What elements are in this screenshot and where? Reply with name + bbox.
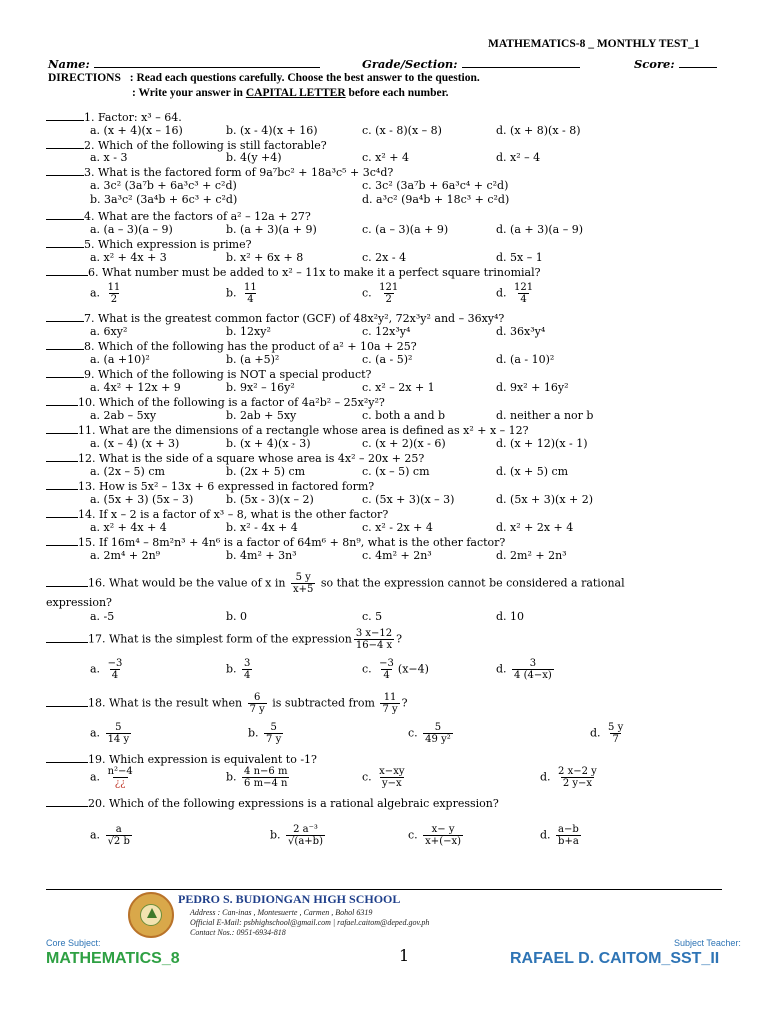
- subject-teacher-label: Subject Teacher:: [674, 938, 741, 948]
- question-20: [46, 796, 499, 810]
- option-13d[interactable]: d. (5x + 3)(x + 2): [496, 493, 594, 506]
- school-contact: Contact Nos.: 0951-6934-818: [190, 928, 286, 937]
- option-1a[interactable]: a. (x + 4)(x – 16): [90, 124, 183, 137]
- question-text: 3. What is the factored form of 9a⁷bc² + 18a³c⁵ + 3c⁴d?: [84, 166, 394, 179]
- numerator: a−b: [558, 824, 579, 835]
- answer-blank[interactable]: [46, 752, 88, 763]
- option-17c[interactable]: [362, 658, 429, 681]
- denominator: x+(−x): [425, 836, 462, 847]
- question-text-tail: so that the expression cannot be considered a rational: [320, 576, 625, 590]
- answer-blank[interactable]: [46, 507, 78, 518]
- question-3: [46, 165, 393, 179]
- fraction: [248, 692, 267, 715]
- option-11a[interactable]: a. (x – 4) (x + 3): [90, 437, 180, 450]
- question-text: 17. What is the simplest form of the expression: [88, 632, 352, 646]
- answer-blank[interactable]: [46, 423, 78, 434]
- question-text: 11. What are the dimensions of a rectangle whose area is defined as x² + x – 12?: [78, 424, 529, 437]
- fraction: [556, 824, 581, 847]
- fraction: [512, 282, 535, 305]
- question-17: [46, 628, 402, 651]
- fraction: [242, 766, 289, 789]
- option-16b[interactable]: b. 0: [226, 610, 248, 623]
- directions-text-1: : Read each questions carefully. Choose the best answer to the question.: [129, 72, 480, 84]
- option-20b[interactable]: [270, 824, 327, 847]
- fraction: [106, 282, 123, 305]
- option-2d[interactable]: d. x² – 4: [496, 151, 541, 164]
- question-text: 7. What is the greatest common factor (GCF) of 48x²y², 72x³y² and – 36xy⁴?: [84, 312, 505, 325]
- numerator: −3: [379, 658, 394, 669]
- question-14: [46, 507, 388, 521]
- name-line[interactable]: [94, 56, 320, 68]
- answer-blank[interactable]: [46, 479, 78, 490]
- question-text: 12. What is the side of a square whose area is 4x² – 20x + 25?: [78, 452, 425, 465]
- numerator: 11: [107, 282, 121, 293]
- option-14c[interactable]: c. x² - 2x + 4: [362, 521, 433, 534]
- option-1b[interactable]: b. (x - 4)(x + 16): [226, 124, 318, 137]
- question-text: 6. What number must be added to x² – 11x to make it a perfect square trinomial?: [88, 266, 541, 279]
- denominator: ¿¿: [114, 778, 126, 789]
- question-19: [46, 752, 317, 766]
- answer-blank[interactable]: [46, 311, 84, 322]
- fraction: [423, 824, 463, 847]
- fraction: [423, 722, 453, 745]
- option-17d[interactable]: [496, 658, 556, 681]
- option-3a[interactable]: a. 3c² (3a⁷b + 6a³c³ + c²d): [90, 179, 237, 192]
- option-letter: a.: [90, 726, 101, 740]
- question-6: [46, 265, 541, 279]
- option-9d[interactable]: d. 9x² + 16y²: [496, 381, 569, 394]
- denominator: x+5: [292, 584, 314, 595]
- option-15d[interactable]: d. 2m² + 2n³: [496, 549, 567, 562]
- answer-blank[interactable]: [46, 632, 88, 643]
- option-15a[interactable]: a. 2m⁴ + 2n⁹: [90, 549, 161, 562]
- fraction: [106, 766, 135, 789]
- question-12: [46, 451, 424, 465]
- option-4d[interactable]: d. (a + 3)(a – 9): [496, 223, 584, 236]
- denominator: 2: [385, 294, 392, 305]
- numerator: 121: [514, 282, 534, 293]
- denominator: 2 y−x: [562, 778, 593, 789]
- question-text: 16. What would be the value of x in: [88, 576, 286, 590]
- numerator: n²−4: [107, 766, 133, 777]
- denominator: 4: [247, 294, 254, 305]
- denominator: 7: [612, 734, 619, 745]
- option-10c[interactable]: c. both a and b: [362, 409, 446, 422]
- fraction: [242, 282, 259, 305]
- school-address: Address : Can-inas , Montesuerte , Carmen , Bohol 6319: [190, 908, 373, 917]
- option-letter: d.: [590, 726, 601, 740]
- fraction: [512, 658, 554, 681]
- answer-blank[interactable]: [46, 796, 88, 807]
- numerator: 121: [379, 282, 399, 293]
- option-13a[interactable]: a. (5x + 3) (5x – 3): [90, 493, 194, 506]
- fraction: [556, 766, 599, 789]
- denominator: 6 m−4 n: [244, 778, 288, 789]
- option-3d[interactable]: d. a³c² (9a⁴b + 18c³ + c²d): [362, 193, 510, 206]
- option-16d[interactable]: d. 10: [496, 610, 525, 623]
- question-text: 4. What are the factors of a² – 12a + 27?: [84, 210, 311, 223]
- denominator: 4: [244, 670, 251, 681]
- question-text: 2. Which of the following is still factorable?: [84, 139, 327, 152]
- option-5b[interactable]: b. x² + 6x + 8: [226, 251, 304, 264]
- fraction: [377, 658, 396, 681]
- answer-blank[interactable]: [46, 339, 84, 350]
- fraction: [242, 658, 252, 681]
- option-letter: b.: [226, 662, 237, 676]
- question-15: [46, 535, 505, 549]
- denominator: y−x: [381, 778, 402, 789]
- question-8: [46, 339, 417, 353]
- option-5c[interactable]: c. 2x - 4: [362, 251, 407, 264]
- option-18c[interactable]: [408, 722, 455, 745]
- denominator: 4: [520, 294, 527, 305]
- numerator: a: [115, 824, 122, 835]
- answer-blank[interactable]: [46, 576, 88, 587]
- option-19a[interactable]: [90, 766, 137, 789]
- answer-blank[interactable]: [46, 696, 88, 707]
- option-11b[interactable]: b. (x + 4)(x - 3): [226, 437, 311, 450]
- subject-name: MATHEMATICS_8: [46, 950, 180, 967]
- question-11: [46, 423, 529, 437]
- footer-divider: [46, 889, 722, 890]
- denominator: 7 y: [382, 704, 398, 715]
- score-line[interactable]: [679, 56, 717, 68]
- directions-text-2c: before each number.: [345, 87, 449, 99]
- option-letter: c.: [408, 726, 418, 740]
- numerator: x−xy: [379, 766, 405, 777]
- option-9a[interactable]: a. 4x² + 12x + 9: [90, 381, 181, 394]
- question-mark: ?: [401, 696, 408, 710]
- option-17b[interactable]: [226, 658, 254, 681]
- option-14d[interactable]: d. x² + 2x + 4: [496, 521, 574, 534]
- option-letter: d.: [540, 828, 551, 842]
- option-5a[interactable]: a. x² + 4x + 3: [90, 251, 167, 264]
- question-mark: ?: [396, 632, 403, 646]
- question-text: 5. Which expression is prime?: [84, 238, 252, 251]
- fraction: [106, 722, 132, 745]
- answer-blank[interactable]: [46, 535, 78, 546]
- question-text: 14. If x – 2 is a factor of x³ – 8, what is the other factor?: [78, 508, 389, 521]
- option-10a[interactable]: a. 2ab – 5xy: [90, 409, 157, 422]
- option-20d[interactable]: [540, 824, 583, 847]
- option-18b[interactable]: [248, 722, 285, 745]
- denominator: √(a+b): [288, 836, 323, 847]
- option-7a[interactable]: a. 6xy²: [90, 325, 128, 338]
- school-seal-icon: [128, 892, 174, 938]
- question-text-mid: is subtracted from: [272, 696, 375, 710]
- question-13: [46, 479, 374, 493]
- question-16: [46, 572, 625, 595]
- option-10d[interactable]: d. neither a nor b: [496, 409, 594, 422]
- grade-line[interactable]: [462, 56, 580, 68]
- option-6c[interactable]: [362, 282, 402, 305]
- denominator: 14 y: [107, 734, 130, 745]
- score-field: [634, 56, 717, 71]
- directions-emphasis: CAPITAL LETTER: [245, 87, 346, 99]
- option-9c[interactable]: c. x² – 2x + 1: [362, 381, 435, 394]
- option-9b[interactable]: b. 9x² – 16y²: [226, 381, 295, 394]
- denominator: 4: [111, 670, 119, 681]
- numerator: 5 y: [608, 722, 624, 733]
- option-7d[interactable]: d. 36x³y⁴: [496, 325, 546, 338]
- fraction: [106, 658, 125, 681]
- denominator: 2: [110, 294, 118, 305]
- numerator: 5: [270, 722, 277, 733]
- option-16a[interactable]: a. -5: [90, 610, 115, 623]
- option-6d[interactable]: [496, 282, 537, 305]
- option-11d[interactable]: d. (x + 12)(x - 1): [496, 437, 588, 450]
- option-12d[interactable]: d. (x + 5) cm: [496, 465, 569, 478]
- answer-blank[interactable]: [46, 265, 88, 276]
- question-text: 1. Factor: x³ – 64.: [84, 111, 182, 124]
- numerator: 5 y: [295, 572, 311, 583]
- option-letter: a.: [90, 286, 101, 300]
- teacher-name: RAFAEL D. CAITOM_SST_II: [510, 950, 720, 967]
- answer-blank[interactable]: [46, 395, 78, 406]
- directions-text-2a: : Write your answer in: [132, 87, 246, 99]
- question-10: [46, 395, 385, 409]
- option-14a[interactable]: a. x² + 4x + 4: [90, 521, 167, 534]
- question-text: 15. If 16m⁴ – 8m²n³ + 4n⁶ is a factor of 64m⁶ + 8n⁹, what is the other factor?: [78, 536, 506, 549]
- option-12a[interactable]: a. (2x – 5) cm: [90, 465, 165, 478]
- option-11c[interactable]: c. (x + 2)(x - 6): [362, 437, 446, 450]
- option-19d[interactable]: [540, 766, 601, 789]
- answer-blank[interactable]: [46, 165, 84, 176]
- option-2b[interactable]: b. 4(y +4): [226, 151, 282, 164]
- option-3c[interactable]: c. 3c² (3a⁷b + 6a³c⁴ + c²d): [362, 179, 509, 192]
- option-15b[interactable]: b. 4m² + 3n³: [226, 549, 297, 562]
- option-8c[interactable]: c. (a - 5)²: [362, 353, 413, 366]
- option-18a[interactable]: [90, 722, 133, 745]
- option-8a[interactable]: a. (a +10)²: [90, 353, 150, 366]
- denominator: 7 y: [249, 704, 265, 715]
- question-text: 18. What is the result when: [88, 696, 243, 710]
- fraction: [380, 692, 399, 715]
- name-label: Name:: [48, 57, 90, 71]
- option-4c[interactable]: c. (a – 3)(a + 9): [362, 223, 449, 236]
- option-14b[interactable]: b. x² - 4x + 4: [226, 521, 298, 534]
- option-1d[interactable]: d. (x + 8)(x - 8): [496, 124, 581, 137]
- directions-line-1: [48, 72, 480, 84]
- option-15c[interactable]: c. 4m² + 2n³: [362, 549, 432, 562]
- option-letter: d.: [540, 770, 551, 784]
- option-2c[interactable]: c. x² + 4: [362, 151, 409, 164]
- option-5d[interactable]: d. 5x – 1: [496, 251, 543, 264]
- fraction: [354, 628, 394, 651]
- directions-line-2: [132, 87, 449, 99]
- answer-blank[interactable]: [46, 110, 84, 121]
- option-2a[interactable]: a. x - 3: [90, 151, 128, 164]
- option-6b[interactable]: [226, 282, 261, 305]
- numerator: 5: [115, 722, 122, 733]
- numerator: 3: [244, 658, 251, 669]
- option-8b[interactable]: b. (a +5)²: [226, 353, 280, 366]
- option-letter: c.: [408, 828, 418, 842]
- question-text: 19. Which expression is equivalent to -1?: [88, 753, 317, 766]
- denominator: 4 (4−x): [514, 670, 552, 681]
- question-text: 20. Which of the following expressions is a rational algebraic expression?: [88, 797, 499, 810]
- numerator: 2 x−2 y: [558, 766, 597, 777]
- denominator: 7 y: [266, 734, 282, 745]
- numerator: 3 x−12: [355, 628, 393, 639]
- option-6a[interactable]: [90, 282, 124, 305]
- option-7c[interactable]: c. 12x³y⁴: [362, 325, 411, 338]
- question-text: 9. Which of the following is NOT a special product?: [84, 368, 372, 381]
- numerator: −3: [107, 658, 123, 669]
- numerator: 11: [383, 692, 397, 703]
- denominator: √2 b: [107, 836, 130, 847]
- option-letter: b.: [226, 286, 237, 300]
- question-16-cont: expression?: [46, 596, 112, 609]
- option-20c[interactable]: [408, 824, 465, 847]
- option-letter: b.: [270, 828, 281, 842]
- test-title: MATHEMATICS-8 _ MONTHLY TEST_1: [488, 38, 700, 50]
- denominator: 49 y²: [425, 734, 451, 745]
- option-letter: c.: [362, 286, 372, 300]
- question-text: 10. Which of the following is a factor of 4a²b² – 25x²y²?: [78, 396, 385, 409]
- answer-blank[interactable]: [46, 367, 84, 378]
- option-12b[interactable]: b. (2x + 5) cm: [226, 465, 306, 478]
- question-1: [46, 110, 182, 124]
- answer-blank[interactable]: [46, 237, 84, 248]
- option-10b[interactable]: b. 2ab + 5xy: [226, 409, 297, 422]
- option-4a[interactable]: a. (a – 3)(a – 9): [90, 223, 173, 236]
- answer-blank[interactable]: [46, 209, 84, 220]
- directions-label: DIRECTIONS: [48, 72, 121, 84]
- option-17a[interactable]: [90, 658, 126, 681]
- option-20a[interactable]: [90, 824, 134, 847]
- question-18: [46, 692, 408, 715]
- option-1c[interactable]: c. (x - 8)(x – 8): [362, 124, 442, 137]
- option-19c[interactable]: [362, 766, 408, 789]
- fraction: [606, 722, 625, 745]
- option-letter: a.: [90, 770, 101, 784]
- question-text: 13. How is 5x² – 13x + 6 expressed in factored form?: [78, 480, 375, 493]
- numerator: 4 n−6 m: [244, 766, 288, 777]
- core-subject-label: Core Subject:: [46, 938, 101, 948]
- question-4: [46, 209, 311, 223]
- numerator: 2 a⁻³: [293, 824, 318, 835]
- fraction: [377, 766, 406, 789]
- question-5: [46, 237, 252, 251]
- option-letter: d.: [496, 286, 507, 300]
- grade-field: [362, 56, 580, 71]
- school-name: PEDRO S. BUDIONGAN HIGH SCHOOL: [178, 892, 401, 906]
- option-13b[interactable]: b. (5x - 3)(x – 2): [226, 493, 314, 506]
- option-19b[interactable]: [226, 766, 291, 789]
- option-3b[interactable]: b. 3a³c² (3a⁴b + 6c³ + c²d): [90, 193, 238, 206]
- question-2: [46, 138, 327, 152]
- numerator: 11: [244, 282, 257, 293]
- fraction: [377, 282, 400, 305]
- option-letter: a.: [90, 828, 101, 842]
- score-label: Score:: [634, 57, 675, 71]
- option-8d[interactable]: d. (a - 10)²: [496, 353, 555, 366]
- option-13c[interactable]: c. (5x + 3)(x – 3): [362, 493, 455, 506]
- page-number: 1: [399, 946, 410, 965]
- numerator: 5: [434, 722, 442, 733]
- numerator: 3: [529, 658, 537, 669]
- denominator: 16−4 x: [355, 640, 393, 651]
- answer-blank[interactable]: [46, 138, 84, 149]
- denominator: b+a: [558, 836, 579, 847]
- denominator: 4: [383, 670, 390, 681]
- answer-blank[interactable]: [46, 451, 78, 462]
- option-12c[interactable]: c. (x – 5) cm: [362, 465, 430, 478]
- fraction: [286, 824, 325, 847]
- question-9: [46, 367, 371, 381]
- fraction: [291, 572, 315, 595]
- option-18d[interactable]: [590, 722, 627, 745]
- option-7b[interactable]: b. 12xy²: [226, 325, 271, 338]
- option-16c[interactable]: c. 5: [362, 610, 383, 623]
- option-letter: d.: [496, 662, 507, 676]
- question-text: 8. Which of the following has the product of a² + 10a + 25?: [84, 340, 417, 353]
- numerator: x− y: [431, 824, 455, 835]
- fraction: [106, 824, 132, 847]
- grade-label: Grade/Section:: [362, 57, 458, 71]
- option-4b[interactable]: b. (a + 3)(a + 9): [226, 223, 317, 236]
- question-7: [46, 311, 504, 325]
- factor: (x−4): [397, 662, 429, 676]
- school-email: Official E-Mail: psbhighschool@gmail.com | rafael.caitom@deped.gov.ph: [190, 918, 430, 927]
- option-letter: c.: [362, 662, 372, 676]
- option-letter: b.: [248, 726, 259, 740]
- fraction: [264, 722, 283, 745]
- option-letter: b.: [226, 770, 237, 784]
- option-letter: a.: [90, 662, 101, 676]
- option-letter: c.: [362, 770, 372, 784]
- name-field: [48, 56, 320, 71]
- numerator: 6: [253, 692, 261, 703]
